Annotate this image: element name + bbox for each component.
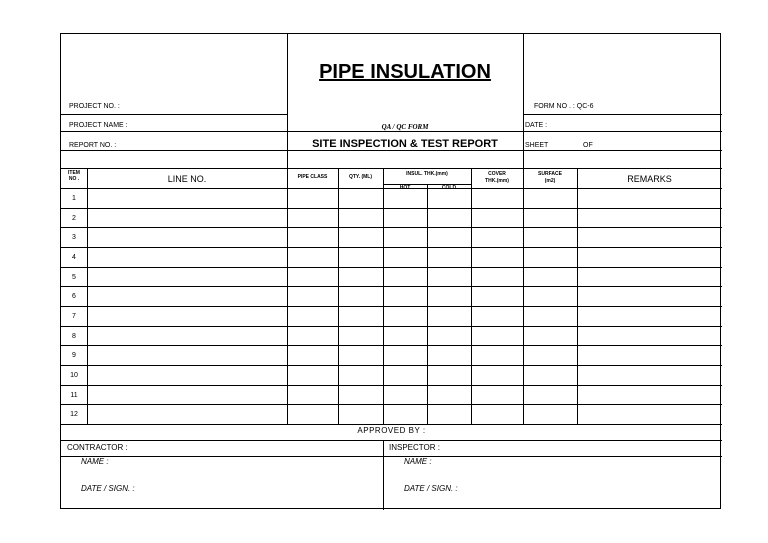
row-line bbox=[61, 326, 722, 327]
qty-header: QTY. (ML) bbox=[348, 174, 373, 180]
header-line bbox=[61, 114, 287, 115]
cover-thk-header-2: THK.(mm) bbox=[485, 178, 509, 184]
of-label: OF bbox=[583, 142, 593, 149]
line-no-header: LINE NO. bbox=[167, 174, 207, 184]
date-label: DATE : bbox=[525, 122, 548, 129]
pipe-class-header: PIPE CLASS bbox=[297, 174, 328, 180]
row-line bbox=[61, 208, 722, 209]
header-line bbox=[61, 150, 722, 151]
surface-header: SURFACE bbox=[538, 171, 562, 177]
table-row-number: 7 bbox=[72, 313, 76, 320]
item-no-header: ITEM bbox=[68, 170, 80, 176]
footer-divider bbox=[383, 440, 384, 510]
project-name-label: PROJECT NAME : bbox=[69, 122, 128, 129]
row-line bbox=[61, 247, 722, 248]
header-divider-right bbox=[523, 34, 524, 168]
table-row-number: 6 bbox=[72, 293, 76, 301]
header-line bbox=[523, 114, 722, 115]
remarks-header: REMARKS bbox=[627, 174, 672, 184]
header-line bbox=[61, 131, 722, 132]
cold-header: COLD bbox=[441, 185, 457, 191]
hot-header: HOT bbox=[399, 185, 411, 191]
table-row-number: 2 bbox=[72, 214, 76, 222]
table-row-number: 10 bbox=[70, 372, 78, 379]
row-line bbox=[61, 227, 722, 228]
row-line bbox=[61, 365, 722, 366]
report-subtitle: SITE INSPECTION & TEST REPORT bbox=[312, 138, 498, 150]
footer-line bbox=[61, 456, 722, 457]
table-row-number: 3 bbox=[72, 234, 76, 242]
table-row-number: 11 bbox=[70, 391, 78, 399]
approved-by-label: APPROVED BY : bbox=[357, 426, 426, 435]
table-row-number: 8 bbox=[72, 332, 76, 340]
table-row-number: 4 bbox=[72, 254, 76, 261]
table-row-number: 9 bbox=[72, 352, 76, 360]
table-row-number: 5 bbox=[72, 273, 76, 281]
row-line bbox=[61, 345, 722, 346]
header-line bbox=[61, 168, 722, 169]
inspection-form bbox=[60, 33, 721, 509]
approved-line bbox=[61, 440, 722, 441]
cover-thk-header: COVER bbox=[488, 171, 506, 177]
qaqc-form-label: QA / QC FORM bbox=[381, 123, 429, 131]
insul-split-line bbox=[383, 184, 471, 185]
surface-header-2: (m2) bbox=[544, 178, 556, 184]
row-line bbox=[61, 267, 722, 268]
item-no-header-2: NO . bbox=[68, 176, 80, 182]
row-line bbox=[61, 404, 722, 405]
contractor-date-sign-label: DATE / SIGN. : bbox=[81, 484, 135, 493]
row-line bbox=[61, 306, 722, 307]
row-line bbox=[61, 385, 722, 386]
insul-thk-header: INSUL. THK.(mm) bbox=[406, 171, 448, 177]
sheet-label: SHEET bbox=[525, 142, 549, 149]
table-row-number: 1 bbox=[72, 195, 76, 202]
inspector-date-sign-label: DATE / SIGN. : bbox=[404, 484, 458, 493]
table-bottom-line bbox=[61, 424, 722, 425]
form-title: PIPE INSULATION bbox=[319, 61, 491, 83]
form-no-label: FORM NO . : QC-6 bbox=[534, 103, 594, 110]
project-no-label: PROJECT NO. : bbox=[69, 103, 120, 110]
table-row-number: 12 bbox=[70, 411, 78, 419]
contractor-label: CONTRACTOR : bbox=[67, 443, 128, 452]
report-no-label: REPORT NO. : bbox=[69, 142, 117, 149]
row-line bbox=[61, 286, 722, 287]
col-line bbox=[427, 184, 428, 424]
inspector-label: INSPECTOR : bbox=[389, 443, 440, 452]
contractor-name-label: NAME : bbox=[81, 457, 109, 466]
inspector-name-label: NAME : bbox=[404, 457, 432, 466]
